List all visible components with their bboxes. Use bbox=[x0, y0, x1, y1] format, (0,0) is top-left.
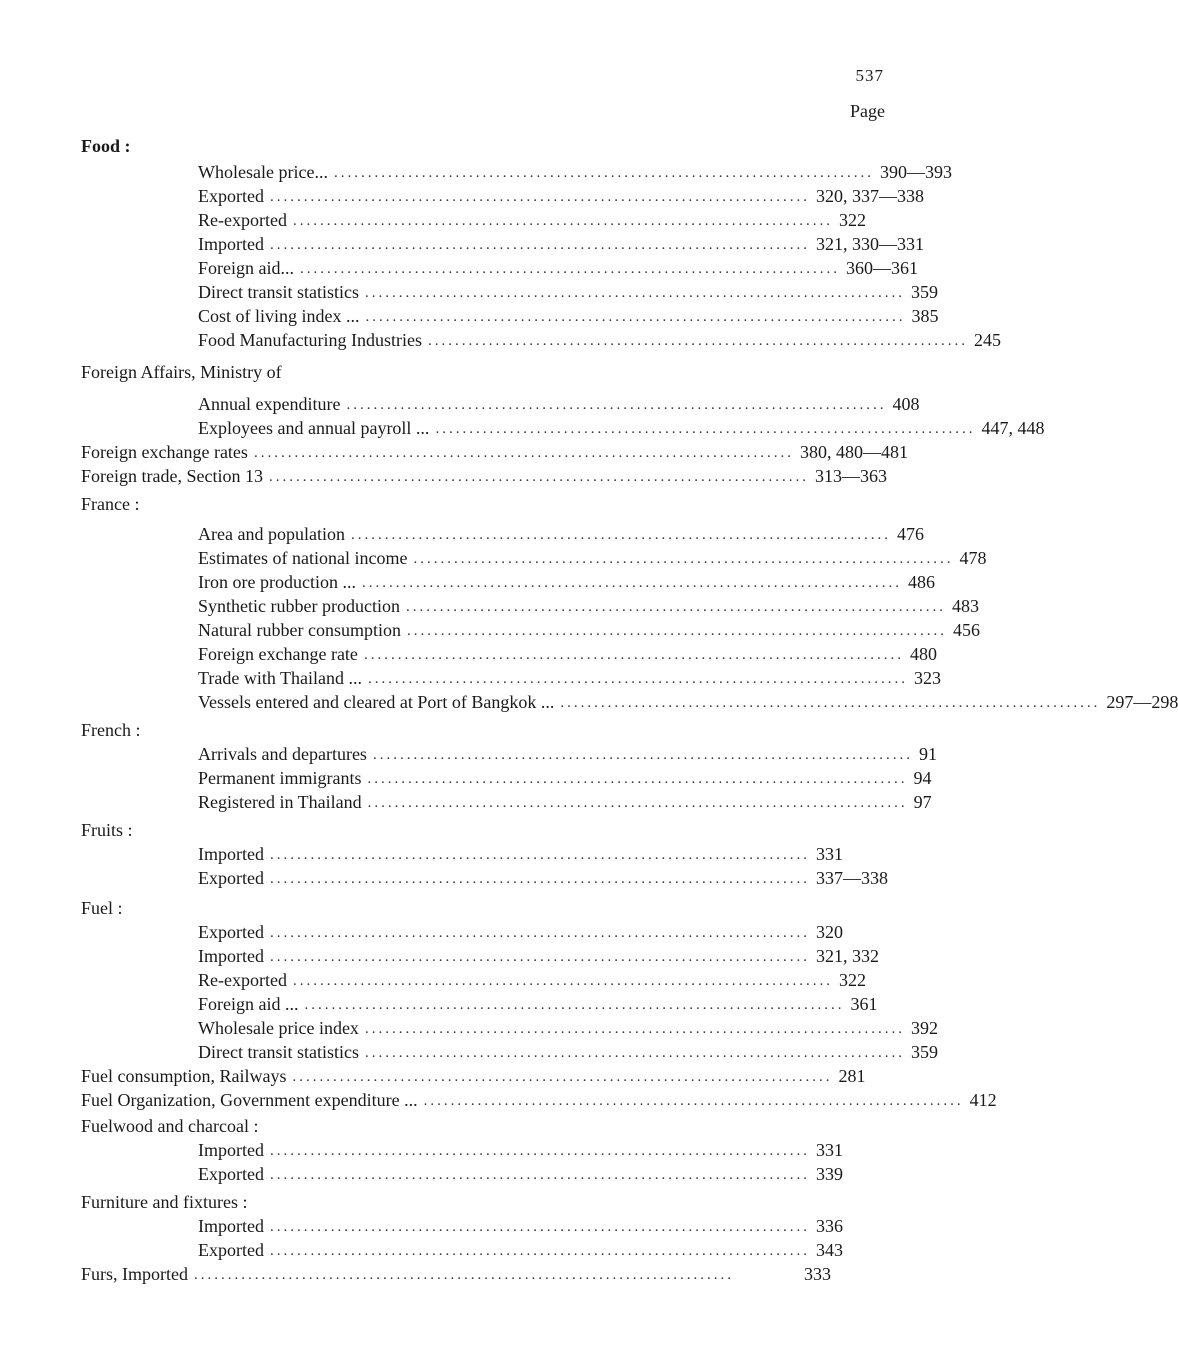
index-entry bbox=[198, 1214, 843, 1238]
entry-pages: 343 bbox=[815, 1240, 843, 1260]
entry-label: Registered in Thailand bbox=[198, 792, 362, 812]
entry-pages: 456 bbox=[952, 620, 980, 640]
heading-fuelwood: Fuelwood and charcoal : bbox=[81, 1116, 259, 1136]
leader-dots: ................................................................................ bbox=[268, 469, 809, 485]
leader-dots: ................................................................................ bbox=[423, 1093, 964, 1109]
leader-dots: ................................................................................ bbox=[269, 1243, 810, 1259]
page-column-label: Page bbox=[850, 101, 885, 121]
leader-dots: ................................................................................ bbox=[269, 925, 810, 941]
index-entry bbox=[198, 328, 1001, 352]
entry-pages: 331 bbox=[815, 1140, 843, 1160]
index-entry bbox=[81, 1064, 866, 1088]
index-entry bbox=[198, 594, 979, 618]
entry-pages: 297—298 bbox=[1106, 692, 1178, 712]
entry-label: Wholesale price index bbox=[198, 1018, 359, 1038]
entry-pages: 245 bbox=[973, 330, 1001, 350]
index-entry bbox=[198, 920, 843, 944]
index-entry bbox=[198, 1040, 938, 1064]
heading-french: French : bbox=[81, 720, 141, 740]
leader-dots: ................................................................................ bbox=[269, 847, 810, 863]
index-entry bbox=[198, 546, 987, 570]
index-entry bbox=[81, 1088, 997, 1112]
leader-dots: ................................................................................ bbox=[372, 747, 913, 763]
leader-dots: ................................................................................ bbox=[435, 421, 976, 437]
leader-dots: ................................................................................ bbox=[304, 997, 845, 1013]
entry-label: Fuel Organization, Government expenditure ... bbox=[81, 1090, 418, 1110]
leader-dots: ................................................................................ bbox=[333, 165, 874, 181]
entry-label: Foreign aid ... bbox=[198, 994, 299, 1014]
entry-pages: 337—338 bbox=[815, 868, 888, 888]
entry-pages: 339 bbox=[815, 1164, 843, 1184]
index-entry bbox=[198, 570, 935, 594]
index-entry bbox=[198, 416, 1045, 440]
entry-pages: 447, 448 bbox=[981, 418, 1045, 438]
entry-label: Annual expenditure bbox=[198, 394, 341, 414]
entry-pages: 390—393 bbox=[879, 162, 952, 182]
index-entry bbox=[198, 944, 879, 968]
entry-pages: 486 bbox=[907, 572, 935, 592]
leader-dots: ................................................................................ bbox=[269, 1143, 810, 1159]
leader-dots: ................................................................................ bbox=[363, 647, 904, 663]
entry-label: Exported bbox=[198, 922, 264, 942]
entry-label: Fuel consumption, Railways bbox=[81, 1066, 287, 1086]
leader-dots: ................................................................................ bbox=[269, 189, 810, 205]
leader-dots: ................................................................................ bbox=[269, 871, 810, 887]
entry-pages: 321, 332 bbox=[815, 946, 879, 966]
index-entry bbox=[198, 618, 980, 642]
index-entry bbox=[81, 1262, 831, 1286]
entry-pages: 360—361 bbox=[846, 258, 918, 278]
entry-label: Estimates of national income bbox=[198, 548, 408, 568]
index-entry bbox=[198, 160, 952, 184]
leader-dots: ................................................................................ bbox=[361, 575, 902, 591]
heading-fuel: Fuel : bbox=[81, 898, 123, 918]
leader-dots: ................................................................................ bbox=[364, 285, 905, 301]
entry-label: Exployees and annual payroll ... bbox=[198, 418, 430, 438]
leader-dots: ................................................................................ bbox=[292, 973, 833, 989]
entry-label: Exported bbox=[198, 1164, 264, 1184]
entry-pages: 322 bbox=[838, 210, 866, 230]
entry-label: Natural rubber consumption bbox=[198, 620, 401, 640]
entry-label: Permanent immigrants bbox=[198, 768, 362, 788]
index-entry bbox=[198, 842, 843, 866]
entry-label: Foreign exchange rates bbox=[81, 442, 248, 462]
leader-dots: ................................................................................ bbox=[269, 1219, 810, 1235]
index-entry bbox=[198, 232, 924, 256]
entry-pages: 94 bbox=[913, 768, 932, 788]
index-entry bbox=[198, 642, 937, 666]
index-entry bbox=[198, 968, 866, 992]
index-entry bbox=[198, 184, 924, 208]
heading-fruits: Fruits : bbox=[81, 820, 133, 840]
index-entry bbox=[198, 666, 941, 690]
index-entry bbox=[198, 690, 1178, 714]
entry-pages: 359 bbox=[910, 1042, 938, 1062]
leader-dots: ................................................................................ bbox=[269, 1167, 810, 1183]
index-entry bbox=[198, 280, 938, 304]
index-entry bbox=[198, 392, 920, 416]
leader-dots: ................................................................................ bbox=[346, 397, 887, 413]
leader-dots: ................................................................................ bbox=[427, 333, 968, 349]
entry-label: Imported bbox=[198, 234, 264, 254]
entry-label: Vessels entered and cleared at Port of Bangkok ... bbox=[198, 692, 555, 712]
entry-pages: 320 bbox=[815, 922, 843, 942]
index-entry bbox=[198, 208, 866, 232]
entry-label: Exported bbox=[198, 1240, 264, 1260]
entry-pages: 385 bbox=[911, 306, 939, 326]
entry-pages: 333 bbox=[804, 1264, 831, 1284]
entry-pages: 480 bbox=[909, 644, 937, 664]
entry-pages: 483 bbox=[951, 596, 979, 616]
leader-dots: ................................................................................ bbox=[560, 695, 1101, 711]
entry-label: Arrivals and departures bbox=[198, 744, 367, 764]
index-entry bbox=[198, 790, 932, 814]
index-entry bbox=[81, 440, 908, 464]
index-entry bbox=[198, 766, 932, 790]
index-entry bbox=[198, 256, 918, 280]
leader-dots: ................................................................................ bbox=[350, 527, 891, 543]
leader-dots: ................................................................................ bbox=[368, 671, 908, 687]
heading-furniture: Furniture and fixtures : bbox=[81, 1192, 248, 1212]
heading-food: Food : bbox=[81, 136, 131, 156]
entry-pages: 91 bbox=[918, 744, 937, 764]
leader-dots: ................................................................................ bbox=[365, 309, 906, 325]
entry-label: Exported bbox=[198, 868, 264, 888]
entry-pages: 359 bbox=[910, 282, 938, 302]
leader-dots: ................................................................................ bbox=[292, 213, 833, 229]
index-entry bbox=[198, 866, 888, 890]
entry-pages: 361 bbox=[850, 994, 878, 1014]
entry-label: Imported bbox=[198, 844, 264, 864]
leader-dots: ................................................................................ bbox=[300, 261, 840, 277]
entry-label: Wholesale price... bbox=[198, 162, 328, 182]
entry-pages: 331 bbox=[815, 844, 843, 864]
entry-label: Imported bbox=[198, 1216, 264, 1236]
index-entry bbox=[198, 1138, 843, 1162]
index-entry bbox=[198, 304, 939, 328]
entry-pages: 323 bbox=[914, 668, 941, 688]
entry-label: Trade with Thailand ... bbox=[198, 668, 362, 688]
leader-dots: ................................................................................ bbox=[367, 771, 908, 787]
entry-pages: 412 bbox=[969, 1090, 997, 1110]
leader-dots: ................................................................................ bbox=[269, 949, 810, 965]
entry-label: Synthetic rubber production bbox=[198, 596, 400, 616]
leader-dots: ................................................................................ bbox=[405, 599, 946, 615]
leader-dots: ................................................................................ bbox=[292, 1069, 833, 1085]
leader-dots: ................................................................................ bbox=[413, 551, 954, 567]
index-entry bbox=[198, 522, 924, 546]
entry-pages: 322 bbox=[838, 970, 866, 990]
index-entry bbox=[198, 1016, 938, 1040]
entry-pages: 313—363 bbox=[814, 466, 887, 486]
leader-dots: ................................................................................ bbox=[367, 795, 908, 811]
leader-dots: ................................................................................ bbox=[194, 1267, 734, 1283]
heading-foreign-affairs: Foreign Affairs, Ministry of bbox=[81, 362, 282, 382]
entry-pages: 320, 337—338 bbox=[815, 186, 924, 206]
entry-pages: 392 bbox=[910, 1018, 938, 1038]
entry-label: Foreign aid... bbox=[198, 258, 294, 278]
index-entry bbox=[198, 1162, 843, 1186]
leader-dots: ................................................................................ bbox=[364, 1021, 905, 1037]
entry-label: Area and population bbox=[198, 524, 345, 544]
entry-pages: 476 bbox=[896, 524, 924, 544]
entry-pages: 478 bbox=[959, 548, 987, 568]
entry-label: Re-exported bbox=[198, 970, 287, 990]
entry-label: Food Manufacturing Industries bbox=[198, 330, 422, 350]
entry-label: Foreign trade, Section 13 bbox=[81, 466, 263, 486]
entry-label: Direct transit statistics bbox=[198, 1042, 359, 1062]
entry-label: Direct transit statistics bbox=[198, 282, 359, 302]
entry-label: Imported bbox=[198, 1140, 264, 1160]
entry-label: Re-exported bbox=[198, 210, 287, 230]
entry-label: Exported bbox=[198, 186, 264, 206]
entry-pages: 336 bbox=[815, 1216, 843, 1236]
index-entry bbox=[81, 464, 887, 488]
entry-label: Iron ore production ... bbox=[198, 572, 356, 592]
entry-label: Furs, Imported bbox=[81, 1264, 188, 1284]
index-entry bbox=[198, 992, 878, 1016]
leader-dots: ................................................................................ bbox=[406, 623, 947, 639]
leader-dots: ................................................................................ bbox=[364, 1045, 905, 1061]
entry-pages: 380, 480—481 bbox=[799, 442, 908, 462]
entry-pages: 281 bbox=[838, 1066, 866, 1086]
index-entry bbox=[198, 742, 937, 766]
index-entry bbox=[198, 1238, 843, 1262]
entry-pages: 408 bbox=[892, 394, 920, 414]
heading-france: France : bbox=[81, 494, 140, 514]
page-number: 537 bbox=[855, 66, 884, 85]
leader-dots: ................................................................................ bbox=[253, 445, 794, 461]
entry-label: Cost of living index ... bbox=[198, 306, 360, 326]
entry-pages: 97 bbox=[913, 792, 932, 812]
entry-label: Imported bbox=[198, 946, 264, 966]
leader-dots: ................................................................................ bbox=[269, 237, 810, 253]
entry-pages: 321, 330—331 bbox=[815, 234, 924, 254]
entry-label: Foreign exchange rate bbox=[198, 644, 358, 664]
